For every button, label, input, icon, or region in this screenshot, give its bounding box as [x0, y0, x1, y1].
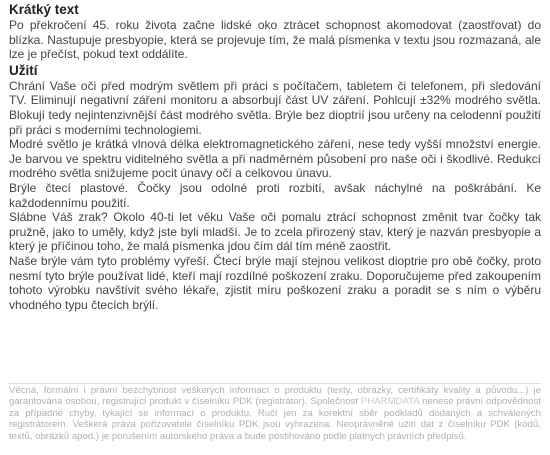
short-text-body: Po překročení 45. roku života začne lidské oko ztrácet schopnost akomodovat (zaostřovat) do blízka. Nastupuje presbyopie, která se projevuje tím, že malá písmenka v textu jsou rozmazaná, ale lze je přečíst, pokud text oddálíte. [9, 18, 541, 62]
usage-paragraph-3: Brýle čtecí plastové. Čočky jsou odolné proti rozbití, avšak náchylné na poškrábání. Ke každodennímu použití. [9, 180, 541, 210]
disclaimer-part-2: nenese právní odpovědnost za případné chyby, týkající se informací o produktu. Ručí jen za korektní sběr podkladů dodaných a schválených registrátorem. Veškerá práva pořizovatele číselníku PDK jsou vyhrazena. Neoprávněné užití dat z číselníku PDK (kódů, textů, obrázků apod.) je porušením autorského práva a bude postihováno podle platných právních předpisů. [9, 396, 541, 442]
disclaimer-text [9, 385, 541, 442]
usage-paragraph-2: Modré světlo je krátká vlnová délka elektromagnetického záření, nese tedy vyšší množství energie. Je barvou ve spektru viditelného světla a při nadměrném působení pro naše oči i škodlivé. Redukcí modrého světla snižujeme pocit únavy očí a celkovou únavu. [9, 137, 541, 181]
usage-paragraph-4: Slábne Váš zrak? Okolo 40-ti let věku Vaše oči pomalu ztrácí schopnost změnit tvar čočky tak pružně, jako to uměly, když jste byli mladší. Je to zcela přirozený stav, který je nazván presbyopie a který je příčinou toho, že malá písmenka jdou čím dál tím méně zaostřit. [9, 210, 541, 254]
pharmdata-watermark: PHARMDATA [360, 396, 420, 408]
usage-paragraph-5: Naše brýle vám tyto problémy vyřeší. Čtecí brýle mají stejnou velikost dioptrie pro obě čočky, proto nesmí tyto brýle používat lidé, kteří mají rozdílné poškození zraku. Doporučujeme před zakoupením tohoto výrobku navštívit svého lékaře, zjistit míru poškození zraku a poradit se s ním o výběru vhodného typu čtecích brýlí. [9, 253, 541, 312]
disclaimer-part-1: Věcná, formální i právní bezchybnost veškerých informací o produktu (texty, obrázky, certifikáty kvality a původu...) je garantována osobou, registrující produkt v číselníku PDK (registrátor). Společnost [9, 385, 541, 408]
usage-paragraph-1: Chrání Vaše oči před modrým světlem při práci s počítačem, tabletem či telefonem, při sledování TV. Eliminují negativní záření monitoru a absorbují část UV záření. Pohlcují ±32% modrého světla. Blokují tedy nejintenzivnější část modrého světla. Brýle bez dioptrií jsou určeny na celodenní použití při práci s moderními technologiemi. [9, 78, 541, 137]
short-text-heading: Krátký text [9, 2, 79, 17]
usage-heading: Užití [9, 62, 38, 78]
disclaimer-divider [9, 383, 541, 384]
